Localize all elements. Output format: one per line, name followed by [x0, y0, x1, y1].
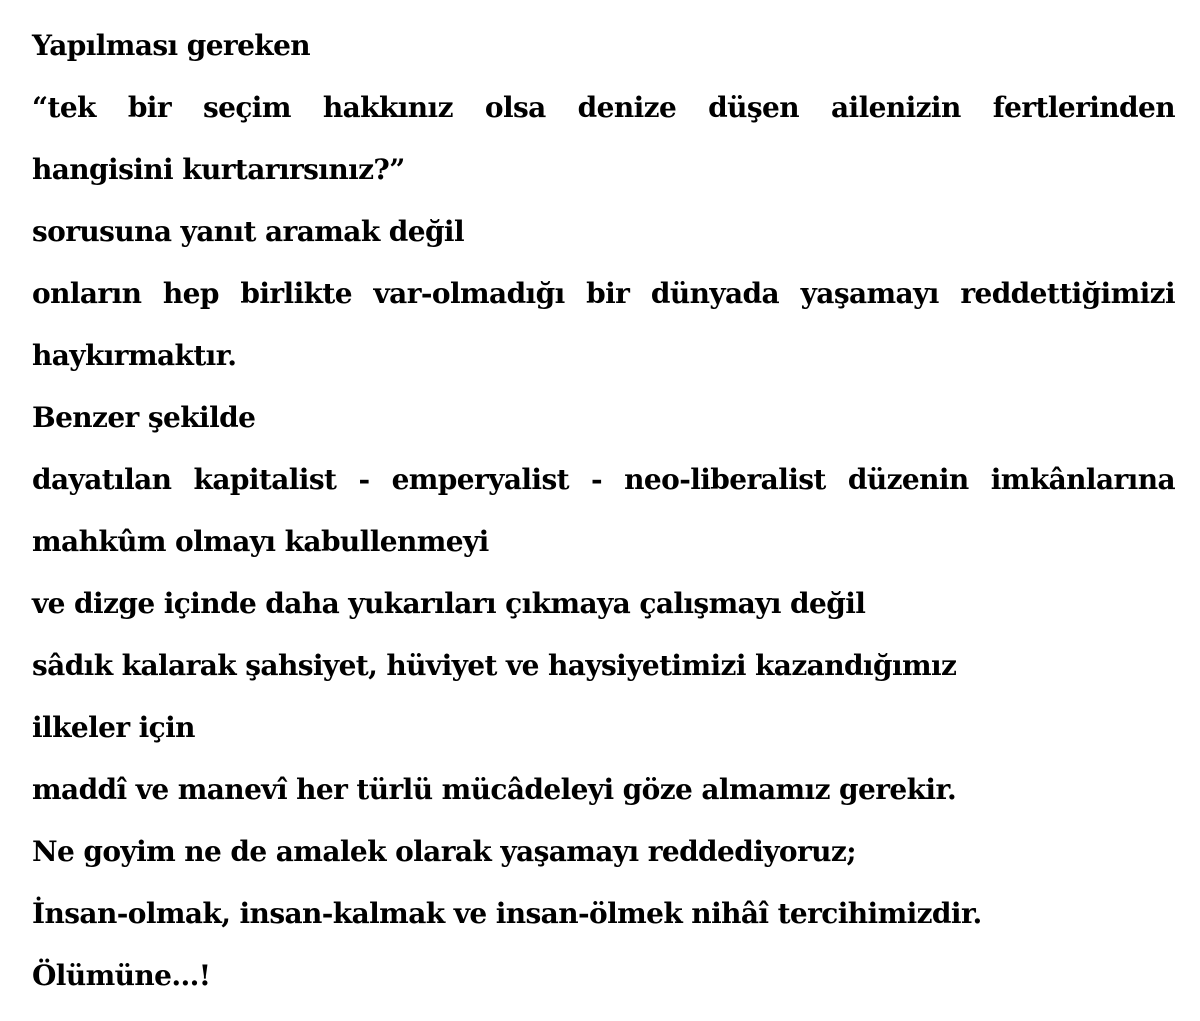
text-line: “tek bir seçim hakkınız olsa denize düşen ailenizin fertlerinden — [32, 91, 1175, 124]
text-line: Ne goyim ne de amalek olarak yaşamayı reddediyoruz; — [32, 835, 856, 868]
text-line: sorusuna yanıt aramak değil — [32, 215, 465, 248]
text-line: ilkeler için — [32, 711, 195, 744]
text-line: mahkûm olmayı kabullenmeyi — [32, 525, 489, 558]
text-line: İnsan-olmak, insan-kalmak ve insan-ölmek nihâî tercihimizdir. — [32, 897, 982, 930]
text-line: Yapılması gereken — [32, 29, 311, 62]
text-line: Benzer şekilde — [32, 401, 256, 434]
text-line: onların hep birlikte var-olmadığı bir dünyada yaşamayı reddettiğimizi — [32, 277, 1175, 310]
text-line: hangisini kurtarırsınız?” — [32, 153, 405, 186]
text-line: sâdık kalarak şahsiyet, hüviyet ve haysiyetimizi kazandığımız — [32, 649, 957, 682]
text-line: maddî ve manevî her türlü mücâdeleyi göze almamız gerekir. — [32, 773, 957, 806]
text-line: ve dizge içinde daha yukarıları çıkmaya çalışmayı değil — [32, 587, 866, 620]
text-line: Ölümüne...! — [32, 959, 211, 992]
text-line: dayatılan kapitalist - emperyalist - neo-liberalist düzenin imkânlarına — [32, 463, 1175, 496]
text-line: haykırmaktır. — [32, 339, 237, 372]
